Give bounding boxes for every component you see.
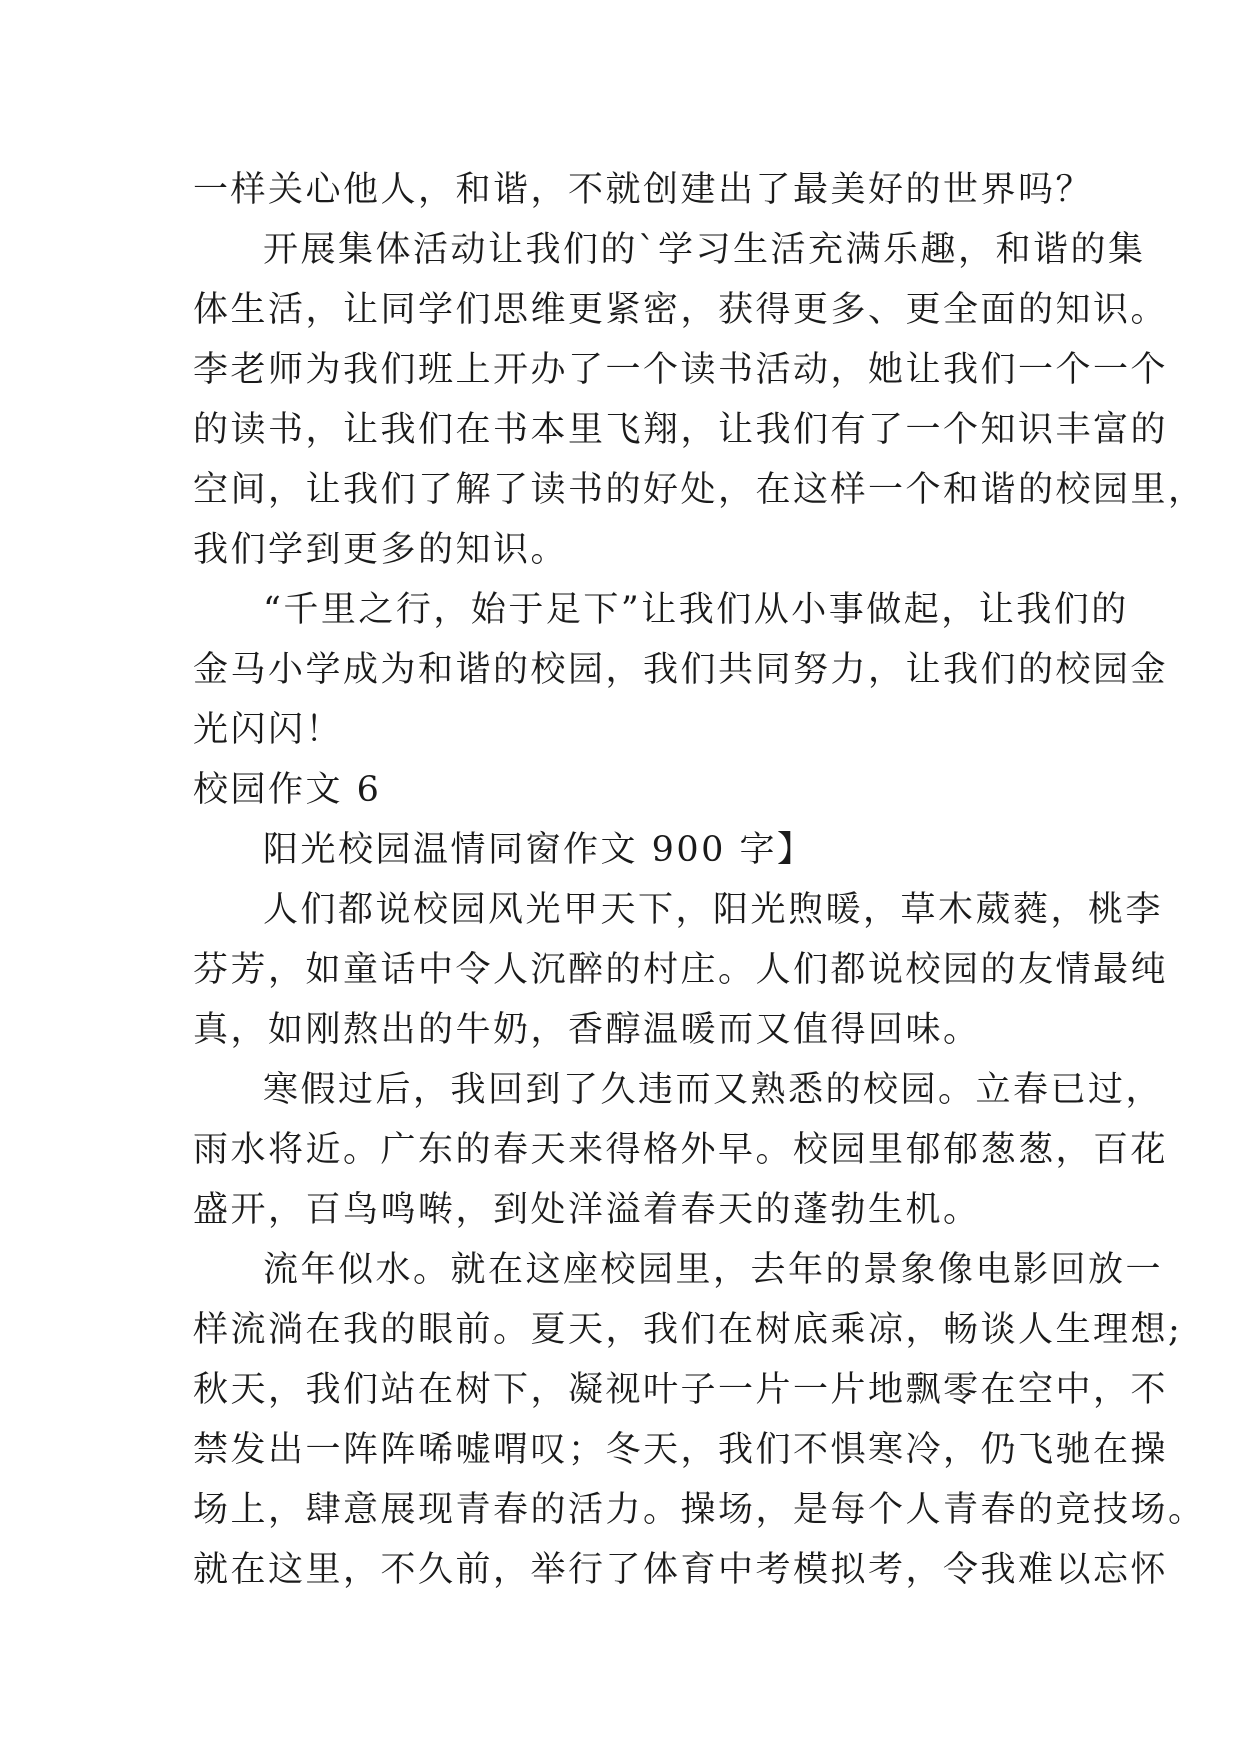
text-line: 就在这里，不久前，举行了体育中考模拟考，令我难以忘怀: [193, 1550, 1169, 1590]
text-line: 一样关心他人，和谐，不就创建出了最美好的世界吗？: [193, 170, 1094, 210]
text-line: 盛开，百鸟鸣啭，到处洋溢着春天的蓬勃生机。: [193, 1190, 981, 1230]
text-line: 流年似水。就在这座校园里，去年的景象像电影回放一: [263, 1250, 1164, 1290]
text-line: 场上，肆意展现青春的活力。操场，是每个人青春的竞技场。: [193, 1490, 1206, 1530]
text-line: 空间，让我们了解了读书的好处，在这样一个和谐的校园里，: [193, 470, 1206, 510]
text-line: 秋天，我们站在树下，凝视叶子一片一片地飘零在空中，不: [193, 1370, 1169, 1410]
text-line: 我们学到更多的知识。: [193, 530, 569, 570]
text-line: 开展集体活动让我们的`学习生活充满乐趣，和谐的集: [263, 230, 1146, 270]
text-line: 样流淌在我的眼前。夏天，我们在树底乘凉，畅谈人生理想;: [193, 1310, 1183, 1350]
document-body: [193, 160, 1206, 1600]
text-line: 寒假过后，我回到了久违而又熟悉的校园。立春已过，: [263, 1070, 1164, 1110]
article-title: 阳光校园温情同窗作文 900 字】: [263, 830, 815, 870]
text-line: 李老师为我们班上开办了一个读书活动，她让我们一个一个: [193, 350, 1169, 390]
text-line: 芬芳，如童话中令人沉醉的村庄。人们都说校园的友情最纯: [193, 950, 1169, 990]
text-line: 金马小学成为和谐的校园，我们共同努力，让我们的校园金: [193, 650, 1169, 690]
text-line: 体生活，让同学们思维更紧密，获得更多、更全面的知识。: [193, 290, 1169, 330]
text-line: 真，如刚熬出的牛奶，香醇温暖而又值得回味。: [193, 1010, 981, 1050]
text-line: 光闪闪！: [193, 710, 344, 750]
text-line: 禁发出一阵阵唏嘘喟叹；冬天，我们不惧寒冷，仍飞驰在操: [193, 1430, 1169, 1470]
text-line: “千里之行，始于足下”让我们从小事做起，让我们的: [263, 590, 1129, 630]
text-line: 的读书，让我们在书本里飞翔，让我们有了一个知识丰富的: [193, 410, 1169, 450]
text-line: 雨水将近。广东的春天来得格外早。校园里郁郁葱葱，百花: [193, 1130, 1169, 1170]
text-line: 人们都说校园风光甲天下，阳光煦暖，草木葳蕤，桃李: [263, 890, 1164, 930]
section-heading: 校园作文 6: [193, 770, 382, 810]
